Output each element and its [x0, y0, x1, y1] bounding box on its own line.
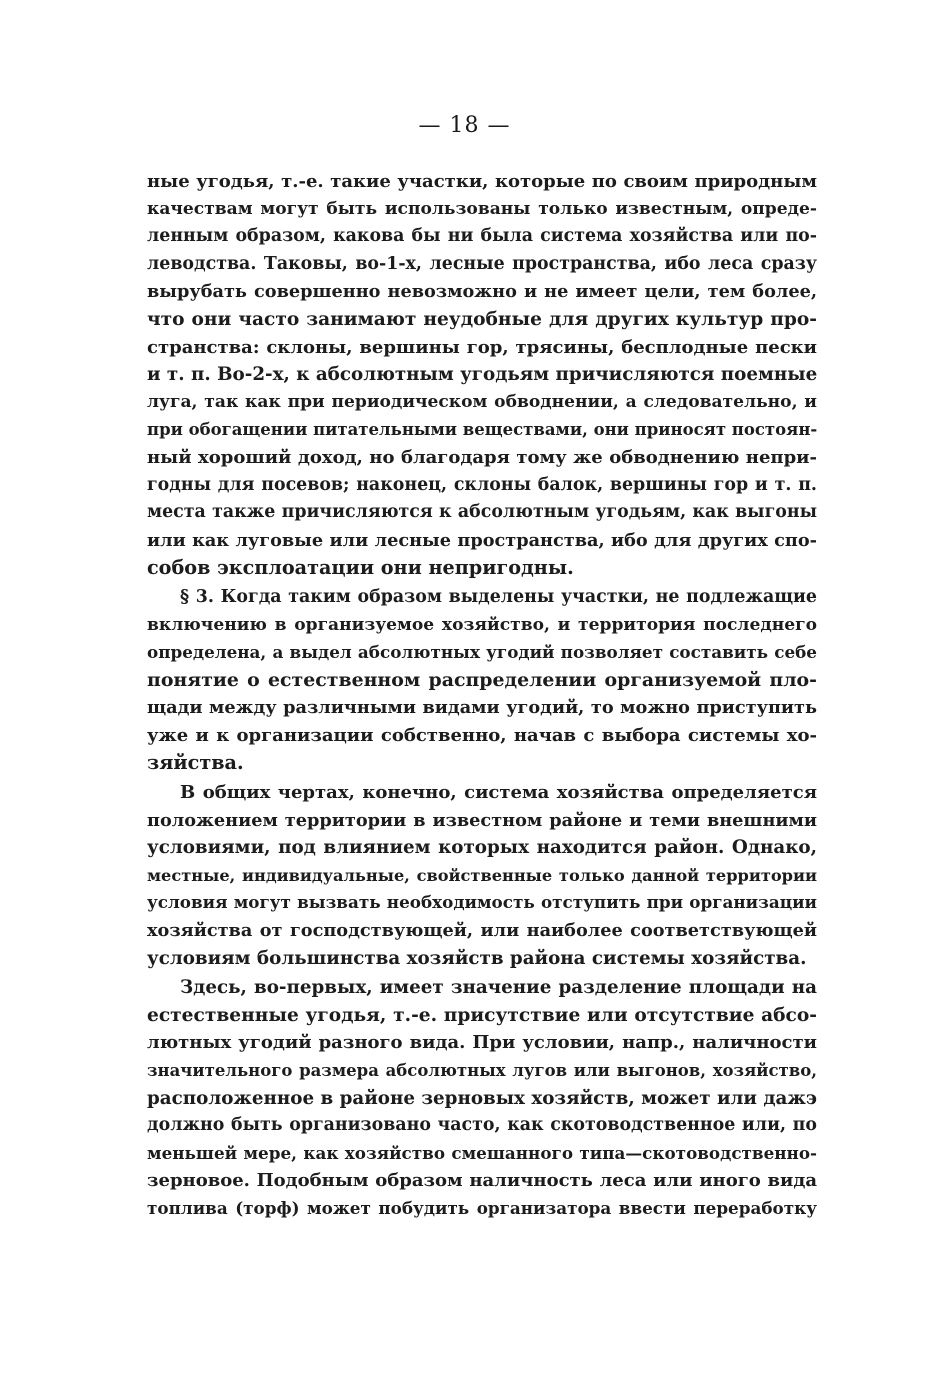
text-line: при обогащении питательными веществами, они приносят постоян-: [147, 420, 817, 440]
text-line: хозяйства от господствующей, или наиболее соответствующей: [147, 920, 817, 942]
text-line: должно быть организовано часто, как скотоводственное или, по: [147, 1115, 817, 1136]
text-line: собов эксплоатации они непригодны.: [147, 556, 574, 580]
text-line: и т. п. Во-2-х, к абсолютным угодьям причисляются поемные: [147, 364, 817, 386]
paragraph-2: [147, 584, 817, 777]
text-line: ные угодья, т.-е. такие участки, которые по своим природным: [147, 171, 817, 192]
text-line: щади между различными видами угодий, то можно приступить: [147, 697, 817, 719]
text-line: ленным образом, какова бы ни была система хозяйства или по-: [147, 226, 817, 247]
text-line: что они часто занимают неудобные для других культур про-: [147, 308, 817, 330]
text-line: годны для посевов; наконец, склоны балок, вершины гор и т. п.: [147, 474, 817, 495]
text-line: топлива (торф) может побудить организатора ввести переработку: [147, 1197, 817, 1218]
paragraph-3: [147, 779, 817, 972]
text-line: леводства. Таковы, во-1-х, лесные пространства, ибо леса сразу: [147, 253, 817, 274]
text-line: Здесь, во-первых, имеет значение разделение площади на: [180, 977, 817, 999]
text-line: условиям большинства хозяйств района системы хозяйства.: [147, 947, 807, 969]
text-line: зяйства.: [147, 751, 244, 775]
text-line: включению в организуемое хозяйство, и территория последнего: [147, 614, 817, 635]
text-line: качествам могут быть использованы только известным, опреде-: [147, 198, 817, 219]
text-line: расположенное в районе зерновых хозяйств, может или дажэ: [147, 1087, 817, 1109]
text-line: лютных угодий разного вида. При условии, напр., наличности: [147, 1032, 817, 1054]
text-line: зерновое. Подобным образом наличность леса или иного вида: [147, 1170, 817, 1192]
page-number: — 18 —: [418, 113, 511, 138]
text-line: уже и к организации собственно, начав с выбора системы хо-: [147, 724, 817, 746]
text-line: В общих чертах, конечно, система хозяйства определяется: [180, 782, 817, 804]
text-line: меньшей мере, как хозяйство смешанного типа—скотоводственно-: [147, 1142, 817, 1163]
body-text: [147, 168, 817, 1223]
text-line: значительного размера абсолютных лугов или выгонов, хозяйство,: [147, 1061, 817, 1080]
text-line: условиями, под влиянием которых находится район. Однако,: [147, 837, 817, 859]
text-line: луга, так как при периодическом обводнении, а следовательно, и: [147, 391, 817, 412]
text-line: положением территории в известном районе и теми внешними: [147, 809, 817, 831]
text-line: вырубать совершенно невозможно и не имеет цели, тем более,: [147, 281, 817, 303]
text-line: § 3. Когда таким образом выделены участки, не подлежащие: [180, 586, 817, 607]
text-line: ный хороший доход, но благодаря тому же обводнению непри-: [147, 446, 817, 468]
text-line: странства: склоны, вершины гор, трясины, бесплодные пески: [147, 336, 817, 358]
text-line: условия могут вызвать необходимость отступить при организации: [147, 892, 817, 913]
paragraph-1: [147, 168, 817, 582]
text-line: определена, а выдел абсолютных угодий позволяет составить себе: [147, 642, 817, 663]
text-line: естественные угодья, т.-е. присутствие или отсутствие абсо-: [147, 1004, 817, 1026]
paragraph-4: [147, 974, 817, 1222]
text-line: или как луговые или лесные пространства, ибо для других спо-: [147, 529, 817, 551]
text-line: места также причисляются к абсолютным угодьям, как выгоны: [147, 502, 817, 523]
text-line: понятие о естественном распределении организуемой пло-: [147, 668, 817, 691]
text-line: местные, индивидуальные, свойственные только данной территории: [147, 865, 817, 885]
